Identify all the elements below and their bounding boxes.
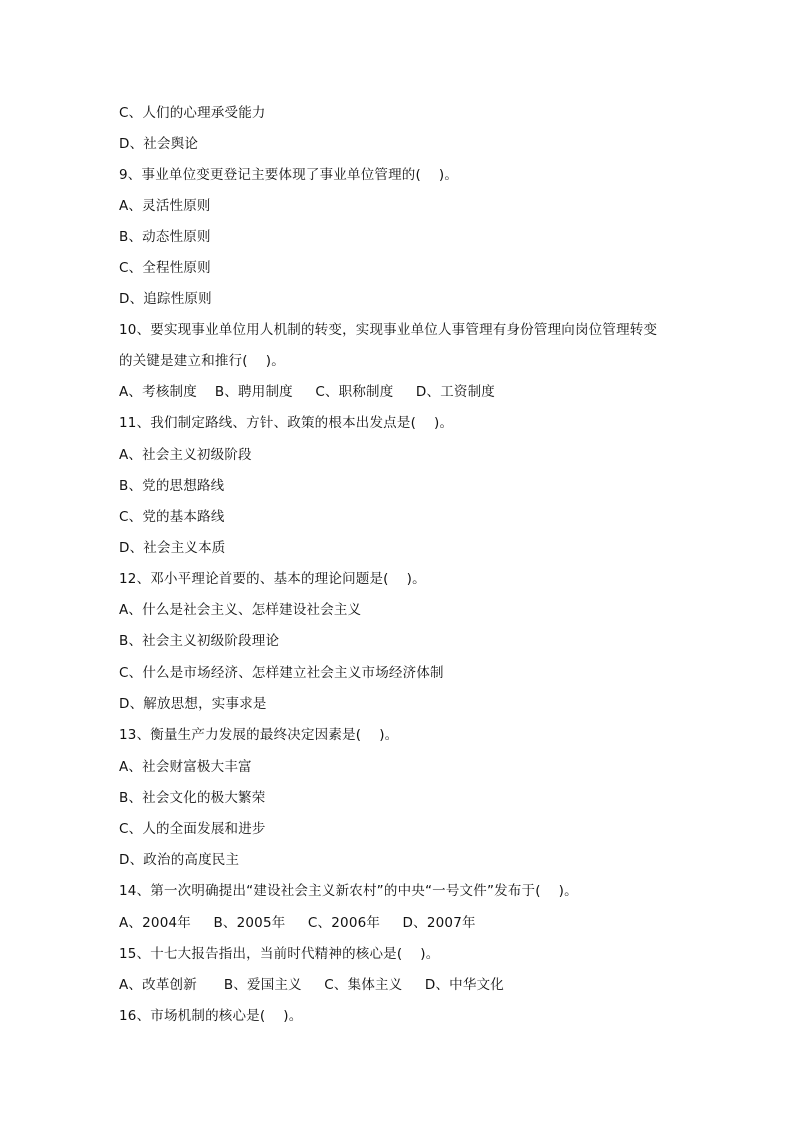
option-line: A、2004年 B、2005年 C、2006年 D、2007年 bbox=[119, 915, 476, 931]
option-line: A、改革创新 B、爱国主义 C、集体主义 D、中华文化 bbox=[119, 977, 504, 993]
option-line: B、党的思想路线 bbox=[119, 478, 225, 494]
question-line: 11、我们制定路线、方针、政策的根本出发点是( )。 bbox=[119, 415, 454, 431]
option-line: D、社会舆论 bbox=[119, 136, 199, 152]
option-line: D、追踪性原则 bbox=[119, 291, 212, 307]
question-line: 15、十七大报告指出，当前时代精神的核心是( )。 bbox=[119, 946, 440, 962]
question-line: 12、邓小平理论首要的、基本的理论问题是( )。 bbox=[119, 571, 426, 587]
option-line: A、社会主义初级阶段 bbox=[119, 447, 252, 463]
option-line: A、什么是社会主义、怎样建设社会主义 bbox=[119, 602, 362, 618]
option-line: B、社会主义初级阶段理论 bbox=[119, 633, 280, 649]
option-line: A、社会财富极大丰富 bbox=[119, 759, 252, 775]
option-line: D、解放思想，实事求是 bbox=[119, 696, 267, 712]
option-line: B、动态性原则 bbox=[119, 229, 211, 245]
option-line: A、灵活性原则 bbox=[119, 198, 211, 214]
option-line: B、社会文化的极大繁荣 bbox=[119, 790, 266, 806]
question-line-continued: 的关键是建立和推行( )。 bbox=[119, 353, 285, 369]
option-line: C、党的基本路线 bbox=[119, 509, 225, 525]
option-line: C、全程性原则 bbox=[119, 260, 211, 276]
question-line: 14、第一次明确提出“建设社会主义新农村”的中央“一号文件”发布于( )。 bbox=[119, 883, 578, 899]
option-line: D、政治的高度民主 bbox=[119, 852, 240, 868]
question-line: 10、要实现事业单位用人机制的转变，实现事业单位人事管理有身份管理向岗位管理转变 bbox=[119, 322, 658, 338]
question-line: 13、衡量生产力发展的最终决定因素是( )。 bbox=[119, 727, 399, 743]
option-line: A、考核制度 B、聘用制度 C、职称制度 D、工资制度 bbox=[119, 384, 495, 400]
option-line: C、人的全面发展和进步 bbox=[119, 821, 266, 837]
option-line: D、社会主义本质 bbox=[119, 540, 226, 556]
question-line: 9、事业单位变更登记主要体现了事业单位管理的( )。 bbox=[119, 167, 459, 183]
option-line: C、什么是市场经济、怎样建立社会主义市场经济体制 bbox=[119, 665, 444, 681]
question-line: 16、市场机制的核心是( )。 bbox=[119, 1008, 303, 1024]
option-line: C、人们的心理承受能力 bbox=[119, 105, 266, 121]
